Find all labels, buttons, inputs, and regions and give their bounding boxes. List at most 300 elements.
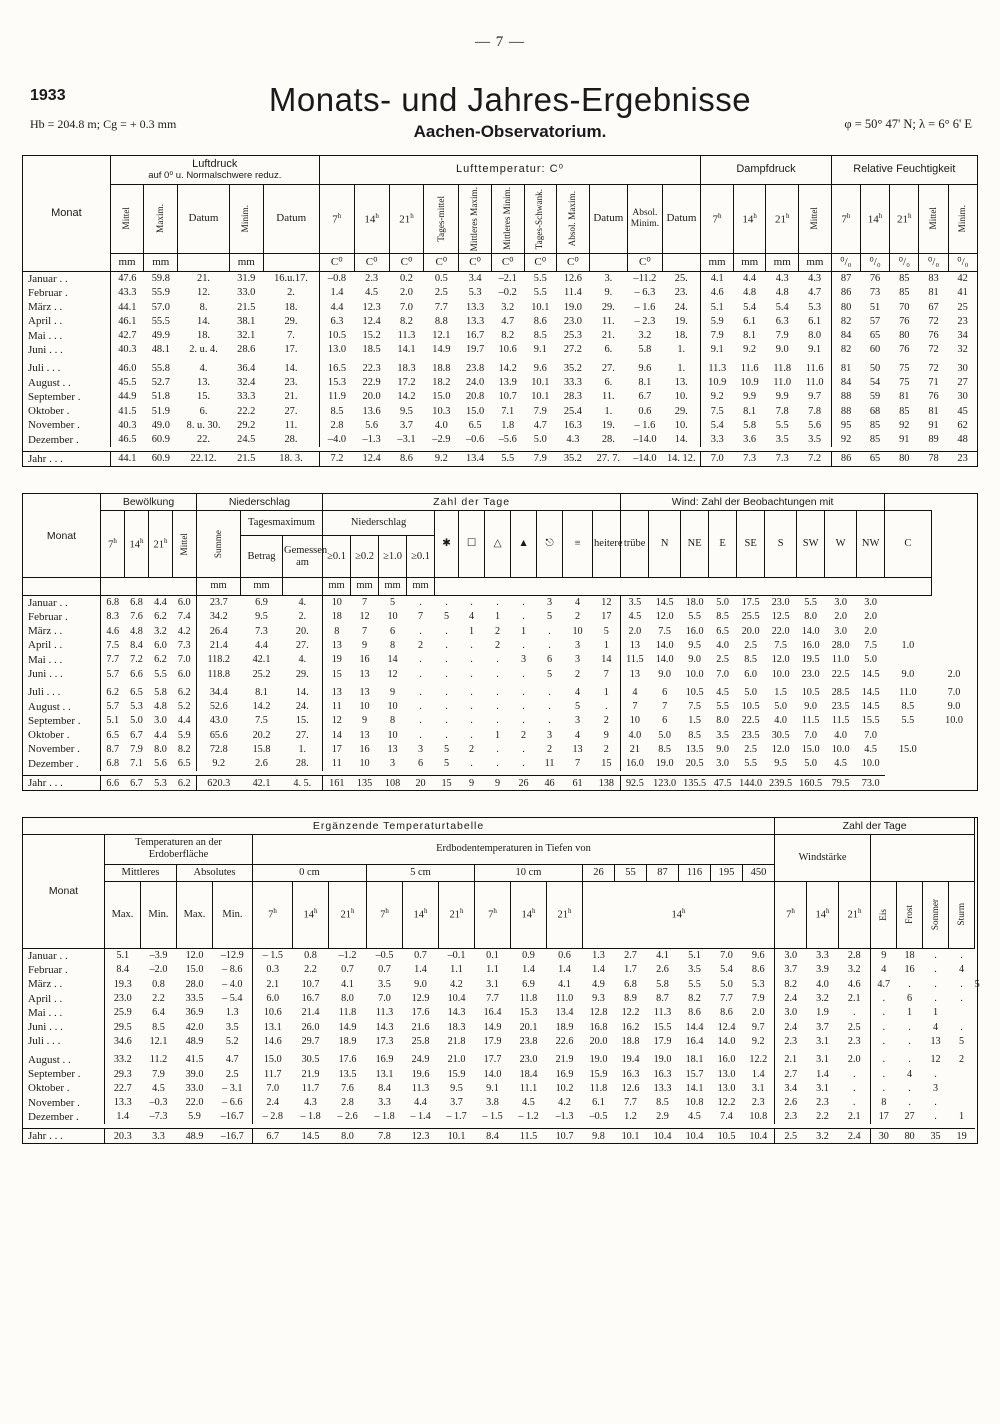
cell: 108 bbox=[379, 776, 407, 791]
t2-unit-n3: mm bbox=[379, 578, 407, 595]
cell: 6.2 bbox=[154, 654, 167, 666]
cell: 8.2 bbox=[399, 315, 413, 327]
cell: 0.8 bbox=[152, 978, 165, 990]
cell: 7 bbox=[417, 611, 424, 623]
cell: 10 bbox=[387, 611, 398, 623]
cell: 9.5 bbox=[399, 405, 413, 417]
cell: 85 bbox=[869, 419, 881, 431]
t2-unit-gemessen bbox=[283, 578, 323, 595]
cell: . bbox=[839, 1081, 871, 1095]
cell: 88 bbox=[840, 391, 852, 403]
cell: 72 bbox=[928, 344, 939, 356]
cell: 5 bbox=[443, 758, 450, 770]
cell: 49.0 bbox=[151, 419, 170, 431]
cell: 10.1 bbox=[531, 301, 550, 313]
cell: 44.1 bbox=[118, 301, 137, 313]
cell: 2.5 bbox=[213, 1067, 253, 1081]
cell: 22.12. bbox=[178, 452, 230, 467]
cell: 5.1 bbox=[116, 950, 130, 962]
cell: 9.2 bbox=[212, 758, 226, 770]
th-temp-tagesschwankung: Tages-Schwank. bbox=[524, 184, 557, 253]
cell: 3 bbox=[932, 1082, 939, 1094]
cell: 7 bbox=[593, 667, 621, 685]
cell: 3.2 bbox=[638, 330, 652, 342]
cell: 46.1 bbox=[118, 315, 137, 327]
cell: 11.9 bbox=[328, 391, 346, 403]
station-coordinates-meta: φ = 50° 47' N; λ = 6° 6' E bbox=[844, 117, 972, 131]
cell: 25. bbox=[662, 271, 700, 286]
cell: 15 bbox=[593, 757, 621, 771]
cell: 27 bbox=[957, 376, 968, 388]
group-sublabel-luftdruck: auf 0⁰ u. Normalschwere reduz. bbox=[148, 169, 282, 181]
cell: 3.0 bbox=[784, 950, 798, 962]
cell: 6.1 bbox=[799, 314, 832, 328]
cell: 3.3 bbox=[141, 1129, 177, 1144]
cell: 5.5 bbox=[775, 419, 789, 431]
cell: 92 bbox=[840, 434, 852, 446]
cell: – 6.3 bbox=[634, 287, 656, 299]
cell: 7.9 bbox=[743, 992, 775, 1006]
cell: 9.0 bbox=[947, 701, 961, 713]
cell: 18.0 bbox=[685, 597, 704, 609]
cell: 10.9 bbox=[708, 376, 727, 388]
cell: 16.4 bbox=[685, 1035, 704, 1047]
cell: 85 bbox=[899, 287, 910, 299]
cell: 23.0 bbox=[771, 597, 790, 609]
cell: 10.5 bbox=[711, 1129, 743, 1144]
cell: 5.4 bbox=[743, 301, 757, 313]
cell: . bbox=[445, 729, 448, 741]
cell: 4.0 bbox=[628, 729, 642, 741]
cell: 18. 3. bbox=[263, 452, 319, 467]
cell: 2.0 bbox=[947, 668, 961, 680]
cell: 2.8 bbox=[839, 948, 871, 963]
cell: 1 bbox=[520, 625, 527, 637]
cell: 8.1 bbox=[638, 376, 652, 388]
cell: 19.6 bbox=[411, 1068, 430, 1080]
cell: 20.8 bbox=[465, 391, 485, 403]
cell: 7.0 bbox=[716, 668, 729, 680]
cell: 6.7 bbox=[125, 776, 149, 791]
cell: 19 bbox=[949, 1129, 975, 1144]
cell: 51 bbox=[869, 301, 881, 313]
cell: 28.0 bbox=[831, 639, 850, 651]
cell: . bbox=[496, 743, 499, 755]
cell: 10.9 bbox=[740, 376, 759, 388]
cell: 17 bbox=[593, 610, 621, 624]
cell: . bbox=[445, 654, 448, 666]
table3-zahl-der-tage: Zahl der Tage bbox=[775, 818, 975, 835]
cell: . bbox=[419, 597, 422, 609]
table-ergaenzende-wrapper bbox=[22, 817, 978, 1144]
row-month-label: Oktober . bbox=[23, 1081, 105, 1095]
cell: 8.5 bbox=[744, 654, 757, 666]
cell: 7.0 bbox=[173, 653, 197, 667]
cell: 42.1 bbox=[241, 776, 283, 791]
cell: 5.4 bbox=[710, 419, 724, 431]
table1-group-luftdruck bbox=[110, 156, 319, 185]
cell: 60.9 bbox=[144, 452, 178, 467]
cell: 18 bbox=[331, 611, 342, 623]
cell: 1.5 bbox=[688, 715, 701, 727]
cell: 13 bbox=[930, 1035, 941, 1047]
cell: 21. bbox=[197, 272, 211, 284]
cell: 5.0 bbox=[774, 701, 787, 713]
cell: 16.3 bbox=[653, 1068, 672, 1080]
cell: 76 bbox=[869, 272, 881, 284]
cell: 31.9 bbox=[237, 272, 256, 284]
table-row bbox=[23, 1053, 978, 1067]
cell: 2.9 bbox=[656, 1111, 669, 1123]
table1-body bbox=[23, 271, 978, 467]
cell: 23.0 bbox=[519, 1054, 538, 1066]
row-month-label: Februar . bbox=[23, 963, 105, 977]
th-temp-datum-absmax: Datum bbox=[589, 184, 627, 253]
cell: 3.7 bbox=[816, 1021, 829, 1033]
cell: 21.5 bbox=[229, 452, 263, 467]
cell: 23.8 bbox=[465, 362, 485, 374]
cell: 7.2 bbox=[799, 452, 832, 467]
cell: –0.2 bbox=[498, 287, 517, 299]
th-druck-datum-max: Datum bbox=[178, 184, 230, 253]
cell: 16.5 bbox=[327, 362, 347, 374]
th-dampf-7h: 7$^h$ bbox=[701, 184, 734, 253]
cell: 17.9 bbox=[653, 1035, 672, 1047]
cell: 135.5 bbox=[681, 776, 709, 791]
cell: 7.9 bbox=[524, 452, 557, 467]
cell: 13.0 bbox=[717, 1068, 736, 1080]
cell: 55.5 bbox=[151, 315, 170, 327]
th-10cm-14h: 14$^h$ bbox=[511, 881, 547, 948]
cell: 9.8 bbox=[583, 1129, 615, 1144]
cell: 65.6 bbox=[209, 729, 228, 741]
cell: 2.0 bbox=[628, 625, 642, 637]
cell: 44.1 bbox=[110, 452, 144, 467]
cell: 3.1 bbox=[486, 978, 499, 990]
cell: 5.5 bbox=[901, 715, 915, 727]
th-bew-7h: 7$^h$ bbox=[101, 511, 125, 578]
cell: 13 bbox=[359, 668, 370, 680]
cell: 3.1 bbox=[743, 1081, 775, 1095]
cell: . bbox=[960, 950, 963, 962]
cell: 21.5 bbox=[237, 301, 256, 313]
cell: 4.2 bbox=[558, 1097, 571, 1109]
cell: 47.5 bbox=[709, 776, 737, 791]
cell: 0.7 bbox=[414, 950, 427, 962]
cell: 21. bbox=[263, 390, 319, 404]
cell: – 5.4 bbox=[213, 992, 253, 1006]
cell: . bbox=[908, 1054, 911, 1066]
cell: 18. bbox=[662, 329, 700, 343]
cell: 6.2 bbox=[106, 686, 120, 698]
th-niederschlag-schwellen: Niederschlag bbox=[323, 511, 435, 536]
cell: 16.0 bbox=[801, 639, 820, 651]
cell: –0.3 bbox=[149, 1097, 168, 1109]
cell: . bbox=[496, 758, 499, 770]
cell: 5.5 bbox=[533, 272, 547, 284]
table2-units-row bbox=[23, 578, 978, 595]
cell: 29. bbox=[283, 667, 323, 685]
table-row bbox=[23, 361, 978, 375]
cell: 3.2 bbox=[154, 625, 167, 637]
cell: 22. bbox=[197, 434, 211, 446]
cell: 10 bbox=[629, 715, 640, 727]
cell: 4.3 bbox=[799, 271, 832, 286]
cell: 8.0 bbox=[154, 743, 167, 755]
cell: 18.3 bbox=[397, 362, 416, 374]
cell: 2.0 bbox=[864, 611, 877, 623]
cell: 2.3 bbox=[743, 1096, 775, 1110]
table-row bbox=[23, 992, 978, 1006]
table-row bbox=[23, 271, 978, 286]
cell: 15.0 bbox=[801, 743, 820, 755]
cell: 19.5 bbox=[801, 654, 820, 666]
cell: 5 bbox=[974, 978, 980, 990]
cell: . bbox=[522, 743, 525, 755]
cell: 10.0 bbox=[945, 715, 963, 727]
cell: 5.9 bbox=[173, 728, 197, 742]
cell: 12.6 bbox=[563, 272, 582, 284]
cell: 1.1 bbox=[450, 964, 463, 976]
group-label-luftdruck: Luftdruck bbox=[192, 158, 238, 170]
table-row bbox=[23, 1096, 978, 1110]
cell: 13.5 bbox=[338, 1068, 357, 1080]
cell: 18.9 bbox=[555, 1021, 574, 1033]
cell: . bbox=[839, 1096, 871, 1110]
cell: 38.1 bbox=[237, 315, 256, 327]
row-month-label: März . . bbox=[23, 624, 101, 638]
cell: – 8.6 bbox=[213, 963, 253, 977]
cell: 3.0 bbox=[784, 1007, 798, 1019]
cell: 3.2 bbox=[816, 993, 829, 1005]
cell: 3 bbox=[520, 654, 527, 666]
cell: 6.1 bbox=[743, 315, 757, 327]
cell: 5.8 bbox=[638, 344, 652, 356]
cell: 6.0 bbox=[173, 595, 197, 610]
cell: . bbox=[908, 1035, 911, 1047]
cell: 20.1 bbox=[519, 1021, 538, 1033]
cell: 45 bbox=[957, 405, 968, 417]
th-deep-14h: 14$^h$ bbox=[583, 881, 775, 948]
cell: 34.4 bbox=[209, 686, 228, 698]
row-month-label: Mai . . . bbox=[23, 329, 111, 343]
cell: 4 bbox=[632, 686, 638, 698]
cell: 2.2 bbox=[304, 964, 317, 976]
cell: 15.2 bbox=[362, 330, 381, 342]
cell: 13.6 bbox=[362, 405, 381, 417]
cell: 1. bbox=[662, 343, 700, 361]
cell: 0.3 bbox=[266, 964, 280, 976]
cell: 10 bbox=[331, 597, 342, 609]
table-row bbox=[23, 314, 978, 328]
page-number: — 7 — bbox=[475, 34, 525, 50]
cell: 41.5 bbox=[118, 405, 137, 417]
cell: 9 bbox=[485, 776, 511, 791]
cell: – 6.6 bbox=[213, 1096, 253, 1110]
cell: 25.8 bbox=[411, 1035, 430, 1047]
cell: 15.8 bbox=[252, 743, 271, 755]
cell: 10 bbox=[572, 625, 583, 637]
table-row bbox=[23, 286, 978, 300]
cell: 7.8 bbox=[775, 405, 789, 417]
cell: 11.2 bbox=[149, 1054, 168, 1066]
th-days-eis: Eis bbox=[871, 881, 897, 948]
cell: 4 bbox=[574, 729, 581, 741]
cell: 17.6 bbox=[338, 1054, 357, 1066]
cell: 2 bbox=[593, 742, 621, 756]
cell: . bbox=[445, 625, 448, 637]
table-row-year-total bbox=[23, 1129, 978, 1144]
row-month-label: Jahr . . . bbox=[23, 776, 101, 791]
cell: 7.7 bbox=[106, 654, 120, 666]
cell: 6.5 bbox=[173, 757, 197, 771]
th-temp-21h: 21$^h$ bbox=[389, 184, 424, 253]
cell: 14. bbox=[197, 315, 211, 327]
cell: 11.4 bbox=[564, 287, 582, 299]
cell: 2 bbox=[593, 714, 621, 728]
cell: 10. bbox=[662, 390, 700, 404]
cell: 72 bbox=[928, 362, 939, 374]
cell: 7.4 bbox=[720, 1111, 733, 1123]
cell: 5.8 bbox=[656, 978, 669, 990]
cell: 76 bbox=[928, 391, 939, 403]
t2-unit-summe: mm bbox=[197, 578, 241, 595]
cell: 2 bbox=[417, 639, 424, 651]
cell: 10.7 bbox=[547, 1129, 583, 1144]
cell: 5 bbox=[443, 611, 450, 623]
table2-group-wind: Wind: Zahl der Beobachtungen mit bbox=[621, 494, 885, 511]
cell: 4.2 bbox=[173, 624, 197, 638]
cell: 239.5 bbox=[765, 776, 797, 791]
cell: . bbox=[522, 758, 525, 770]
cell: 15.0 bbox=[185, 964, 204, 976]
row-month-label: Mai . . . bbox=[23, 1006, 105, 1020]
cell: 7.9 bbox=[130, 743, 143, 755]
cell: 73 bbox=[869, 287, 881, 299]
th-bew-mittel: Mittel bbox=[173, 511, 197, 578]
cell: 41 bbox=[957, 287, 968, 299]
row-month-label: September . bbox=[23, 390, 111, 404]
depth-5cm: 5 cm bbox=[367, 864, 475, 881]
cell: 15.3 bbox=[327, 376, 347, 388]
cell: 7.6 bbox=[341, 1082, 354, 1094]
cell: 10.5 bbox=[741, 701, 760, 713]
cell: 7.2 bbox=[319, 452, 354, 467]
cell: 2 bbox=[520, 729, 527, 741]
cell: 1. bbox=[604, 405, 613, 417]
cell: 118.8 bbox=[207, 668, 231, 680]
cell: 14.3 bbox=[375, 1021, 394, 1033]
cell: 2.8 bbox=[330, 419, 344, 431]
cell: 25.3 bbox=[563, 330, 582, 342]
cell: 16.0 bbox=[685, 625, 704, 637]
cell: 7. bbox=[263, 329, 319, 343]
table3-title: Ergänzende Temperaturtabelle bbox=[23, 818, 775, 835]
cell: 14.9 bbox=[483, 1021, 502, 1033]
unit-7: C⁰ bbox=[389, 253, 424, 271]
cell: 33.3 bbox=[563, 376, 582, 388]
table2-group-niederschlag: Niederschlag bbox=[197, 494, 323, 511]
cell: 50 bbox=[869, 362, 881, 374]
cell: . bbox=[548, 639, 551, 651]
table-row-year-total bbox=[23, 776, 978, 791]
cell: 17.9 bbox=[483, 1035, 502, 1047]
cell: 7.0 bbox=[804, 729, 817, 741]
cell: 76 bbox=[899, 315, 910, 327]
unit-2 bbox=[178, 253, 230, 271]
cell: 7.6 bbox=[130, 611, 143, 623]
cell: 5.4 bbox=[775, 301, 789, 313]
cell: 12.6 bbox=[621, 1082, 640, 1094]
cell: 29.2 bbox=[237, 419, 256, 431]
cell: 9.0 bbox=[688, 654, 701, 666]
th-temp-absol-minim: Absol. Minim. bbox=[627, 184, 662, 253]
cell: 21. bbox=[601, 330, 615, 342]
cell: 6.6 bbox=[101, 776, 125, 791]
cell: 28.6 bbox=[237, 344, 256, 356]
cell: 4 bbox=[881, 964, 887, 976]
th-10cm-21h: 21$^h$ bbox=[547, 881, 583, 948]
row-month-label: Oktober . bbox=[23, 728, 101, 742]
cell: 32 bbox=[957, 344, 968, 356]
th-schnee-icon: ✱ bbox=[435, 511, 459, 578]
table3-surface-mittleres: Mittleres bbox=[105, 864, 177, 881]
cell: 42.1 bbox=[252, 654, 271, 666]
unit-24: ⁰/₀ bbox=[948, 253, 977, 271]
cell: 76 bbox=[899, 344, 910, 356]
cell: 28.3 bbox=[563, 391, 582, 403]
cell: 11.7 bbox=[264, 1068, 282, 1080]
cell: 2.0 bbox=[839, 1053, 871, 1067]
cell: 7.5 bbox=[106, 639, 120, 651]
cell: . bbox=[419, 625, 422, 637]
cell: 0.5 bbox=[434, 272, 448, 284]
cell: 21.4 bbox=[209, 639, 228, 651]
cell: 46 bbox=[537, 776, 563, 791]
cell: 4 bbox=[468, 611, 475, 623]
cell: . bbox=[908, 1097, 911, 1109]
cell: 20.3 bbox=[105, 1129, 141, 1144]
cell: 5 bbox=[959, 1035, 965, 1047]
cell: 10.0 bbox=[771, 668, 790, 680]
row-month-label: Januar . . bbox=[23, 948, 105, 963]
cell: 8.1 bbox=[255, 686, 268, 698]
table-monthly-pressure-temperature bbox=[22, 155, 978, 467]
cell: 22.5 bbox=[831, 668, 850, 680]
table-row bbox=[23, 1067, 978, 1081]
cell: 3.4 bbox=[784, 1082, 798, 1094]
row-month-label: Dezember . bbox=[23, 433, 111, 447]
unit-5: C⁰ bbox=[319, 253, 354, 271]
t2-unit-bew bbox=[101, 578, 197, 595]
cell: 2.6 bbox=[656, 964, 669, 976]
cell: 19. bbox=[601, 419, 615, 431]
unit-18: mm bbox=[766, 253, 799, 271]
th-nied-01: ≥0.1 bbox=[323, 536, 351, 578]
cell: 1.4 bbox=[743, 1067, 775, 1081]
th-dampf-14h: 14$^h$ bbox=[733, 184, 766, 253]
cell: 34.6 bbox=[113, 1035, 132, 1047]
cell: 28. bbox=[283, 757, 323, 771]
cell: 6.8 bbox=[106, 597, 120, 609]
cell: 3.0 bbox=[834, 625, 847, 637]
cell: . bbox=[960, 1021, 963, 1033]
cell: –3.1 bbox=[397, 434, 416, 446]
cell: 4.7 bbox=[877, 978, 891, 990]
cell: 5.8 bbox=[154, 686, 167, 698]
cell: 81 bbox=[840, 362, 852, 374]
cell: 9.7 bbox=[799, 390, 832, 404]
